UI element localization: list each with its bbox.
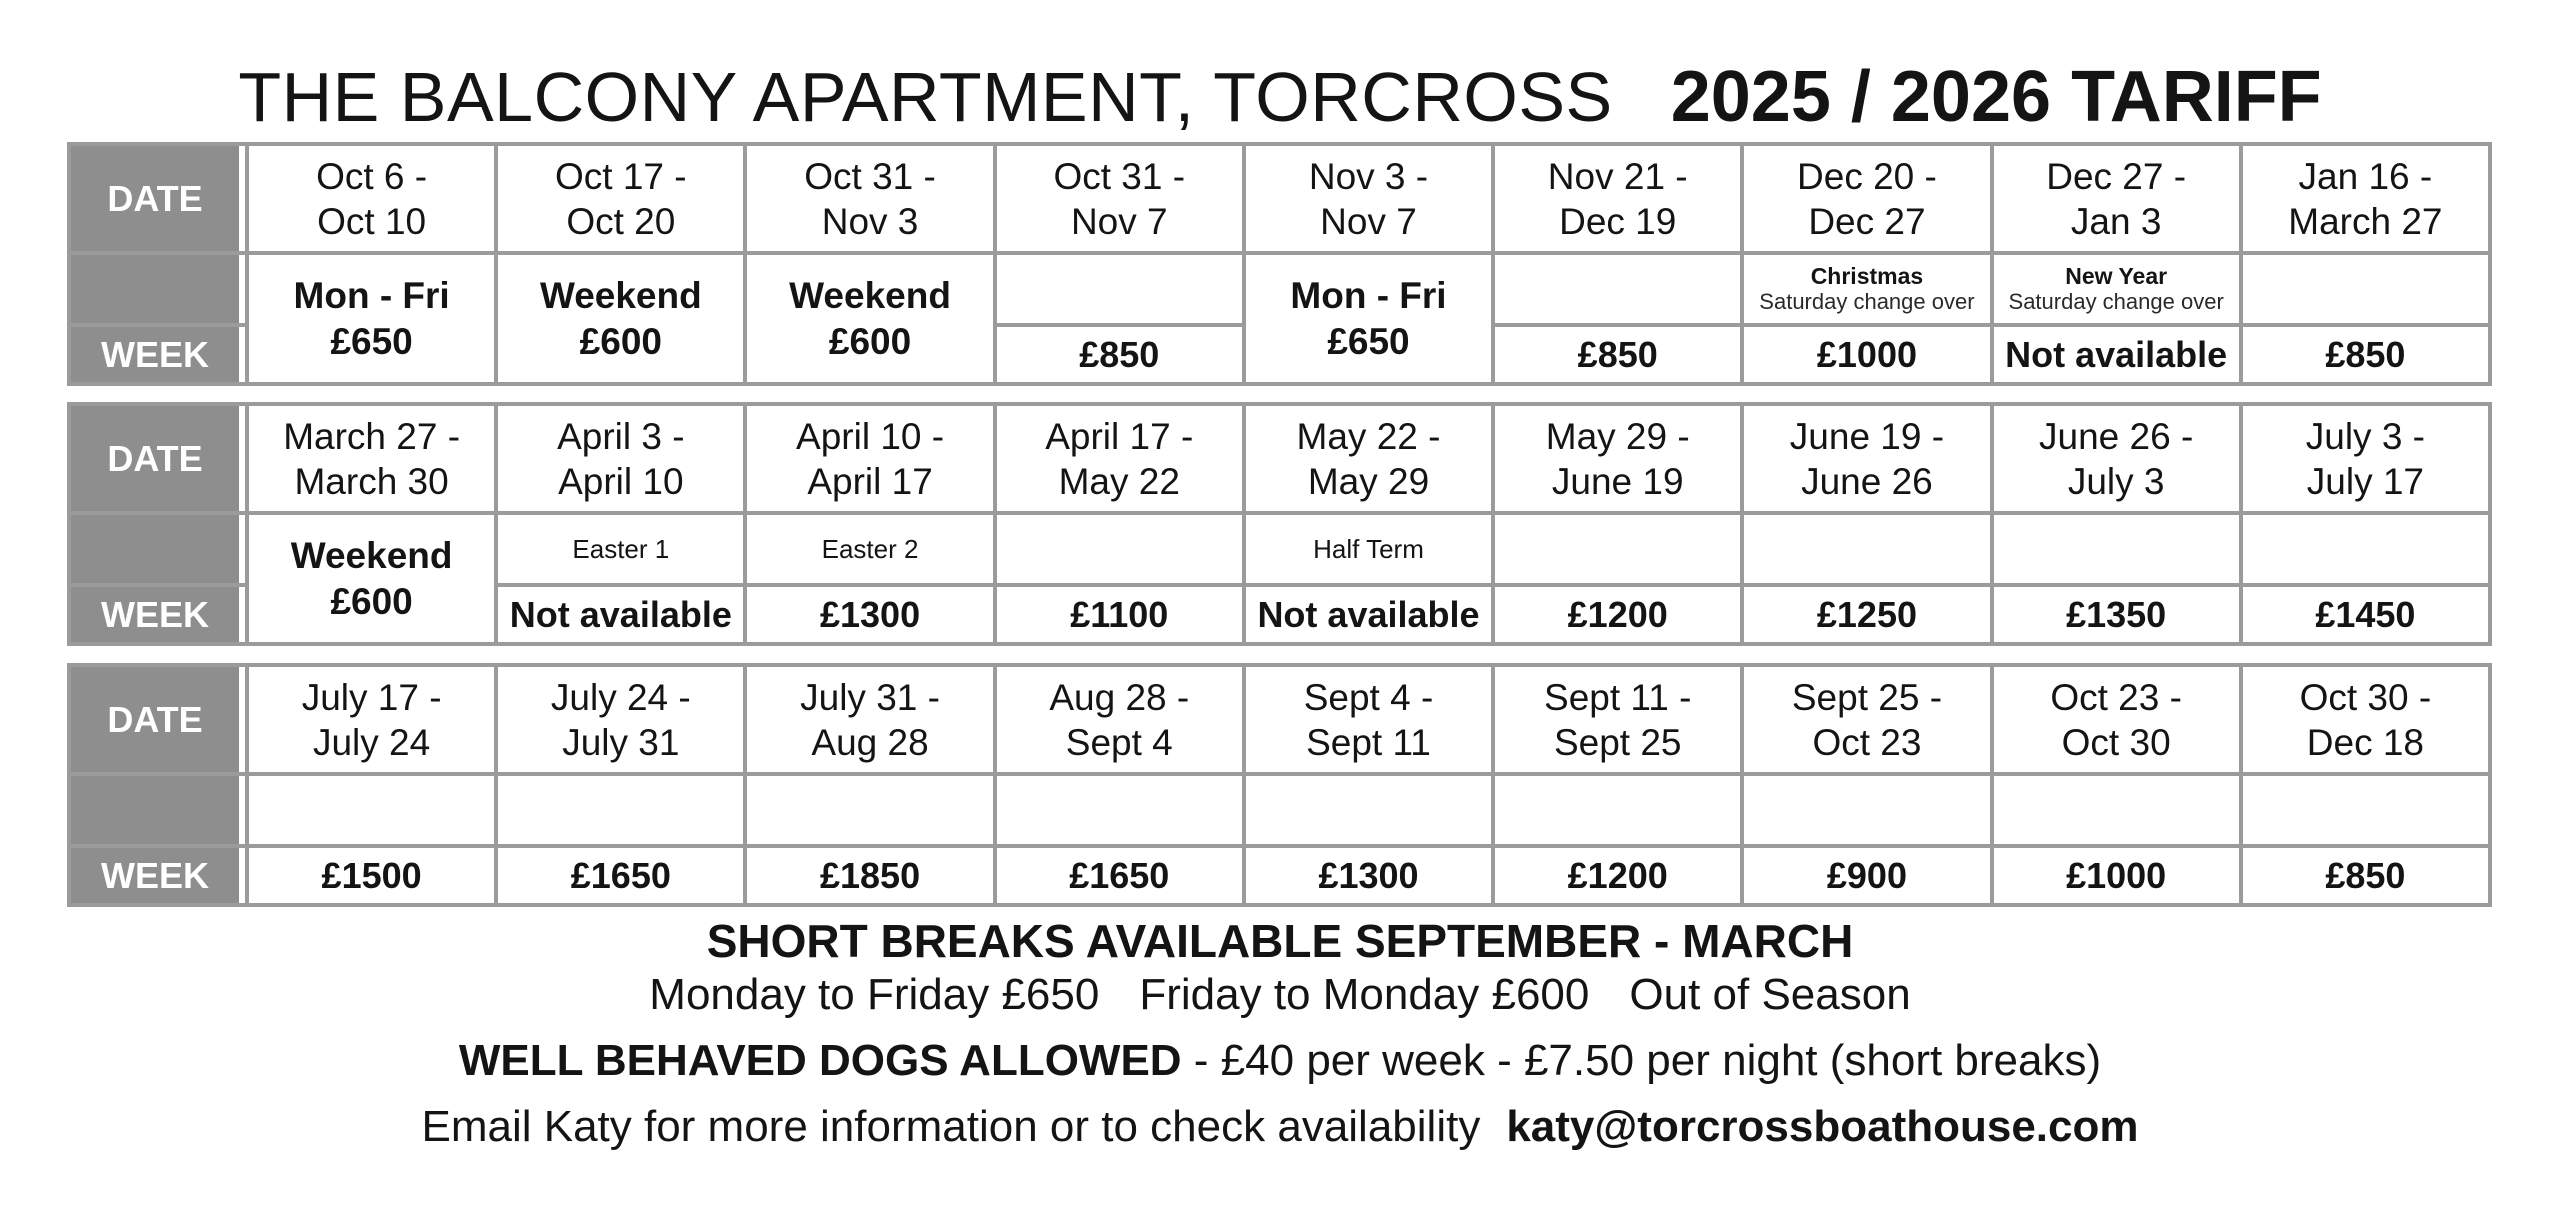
weekly-price: £1650 bbox=[498, 848, 743, 903]
note-cell bbox=[1744, 776, 1989, 844]
date-start: May 22 - bbox=[1296, 415, 1441, 457]
date-start: Oct 17 - bbox=[555, 155, 687, 197]
note-cell bbox=[1994, 255, 2239, 323]
date-range-cell bbox=[1495, 406, 1740, 511]
weekly-price: £1450 bbox=[2243, 587, 2488, 642]
date-range-cell bbox=[498, 406, 743, 511]
property-name: THE BALCONY APARTMENT, TORCROSS bbox=[238, 58, 1613, 136]
break-price: £600 bbox=[828, 320, 912, 362]
date-range-cell bbox=[249, 667, 494, 772]
weekly-price: £1000 bbox=[1994, 848, 2239, 903]
week-label: WEEK bbox=[71, 587, 245, 642]
label-spacer bbox=[71, 255, 245, 323]
break-type: Mon - Fri bbox=[1290, 274, 1447, 316]
tariff-year: 2025 / 2026 TARIFF bbox=[1670, 57, 2322, 137]
date-end: July 24 bbox=[312, 721, 431, 763]
tariff-table-2 bbox=[67, 402, 2492, 646]
label-spacer bbox=[71, 515, 245, 583]
note-cell bbox=[1495, 515, 1740, 583]
date-end: May 22 bbox=[1058, 460, 1180, 502]
date-end: Dec 19 bbox=[1559, 200, 1677, 242]
note-cell bbox=[747, 776, 992, 844]
short-breaks-heading: SHORT BREAKS AVAILABLE SEPTEMBER - MARCH bbox=[706, 915, 1854, 967]
date-label: DATE bbox=[71, 667, 245, 772]
dogs-heading: WELL BEHAVED DOGS ALLOWED bbox=[458, 1036, 1182, 1085]
dogs-policy bbox=[0, 1036, 2560, 1086]
break-price: £600 bbox=[330, 580, 413, 622]
note-subtitle: Saturday change over bbox=[1759, 289, 1975, 314]
note-subtitle: Easter 2 bbox=[821, 534, 919, 564]
date-range-cell bbox=[2243, 406, 2488, 511]
weekly-price: £1300 bbox=[747, 587, 992, 642]
date-start: July 3 - bbox=[2305, 415, 2426, 457]
date-end: March 30 bbox=[294, 460, 449, 502]
note-cell bbox=[1994, 515, 2239, 583]
date-range-cell bbox=[1744, 406, 1989, 511]
date-end: Sept 25 bbox=[1553, 721, 1682, 763]
email-link[interactable]: katy@torcrossboathouse.com bbox=[1506, 1102, 2139, 1151]
tariff-table-3 bbox=[67, 663, 2492, 907]
weekly-price: £850 bbox=[2243, 848, 2488, 903]
season-text: Out of Season bbox=[1629, 970, 1911, 1019]
mon-fri-price: Monday to Friday £650 bbox=[649, 970, 1100, 1019]
note-cell bbox=[1744, 515, 1989, 583]
weekly-price: £850 bbox=[2243, 327, 2488, 382]
weekly-price: Not available bbox=[1994, 327, 2239, 382]
date-end: April 17 bbox=[807, 460, 933, 502]
fri-mon-price: Friday to Monday £600 bbox=[1139, 970, 1590, 1019]
date-start: July 31 - bbox=[800, 676, 940, 718]
short-breaks-prices bbox=[0, 970, 2560, 1020]
break-type-cell bbox=[747, 255, 992, 382]
date-start: June 19 - bbox=[1789, 415, 1945, 457]
date-range-cell bbox=[2243, 667, 2488, 772]
weekly-price: £900 bbox=[1744, 848, 1989, 903]
date-start: April 3 - bbox=[557, 415, 685, 457]
date-end: Aug 28 bbox=[811, 721, 929, 763]
note-cell bbox=[1994, 776, 2239, 844]
date-range-cell bbox=[1994, 146, 2239, 251]
date-start: Oct 6 - bbox=[316, 155, 428, 197]
date-end: June 26 bbox=[1801, 460, 1933, 502]
date-start: Dec 27 - bbox=[2046, 155, 2187, 197]
break-type-cell bbox=[498, 255, 743, 382]
break-type-cell bbox=[1246, 255, 1491, 382]
date-start: Oct 23 - bbox=[2050, 676, 2182, 718]
weekly-price: £1350 bbox=[1994, 587, 2239, 642]
date-start: Oct 30 - bbox=[2299, 676, 2432, 718]
break-price: £600 bbox=[579, 320, 662, 362]
date-range-cell bbox=[747, 406, 992, 511]
note-cell bbox=[1495, 255, 1740, 323]
note-cell bbox=[2243, 776, 2488, 844]
date-start: Sept 4 - bbox=[1303, 676, 1434, 718]
weekly-price: Not available bbox=[498, 587, 743, 642]
week-label: WEEK bbox=[71, 848, 245, 903]
weekly-price: £1200 bbox=[1495, 587, 1740, 642]
tariff-table-1 bbox=[67, 142, 2492, 386]
date-range-cell bbox=[249, 406, 494, 511]
break-price: £650 bbox=[1327, 320, 1410, 362]
break-price: £650 bbox=[330, 320, 413, 362]
date-range-cell bbox=[1994, 406, 2239, 511]
note-cell bbox=[997, 776, 1242, 844]
weekly-price: £1850 bbox=[747, 848, 992, 903]
date-range-cell bbox=[1246, 146, 1491, 251]
note-title: New Year bbox=[2065, 263, 2168, 289]
break-type: Mon - Fri bbox=[293, 274, 450, 316]
weekly-price: £1300 bbox=[1246, 848, 1491, 903]
weekly-price: £1250 bbox=[1744, 587, 1989, 642]
date-start: Dec 20 - bbox=[1797, 155, 1937, 197]
date-start: Sept 11 - bbox=[1544, 676, 1692, 718]
date-start: Oct 31 - bbox=[1053, 155, 1186, 197]
date-range-cell bbox=[1994, 667, 2239, 772]
weekly-price: £1000 bbox=[1744, 327, 1989, 382]
weekly-price: £1500 bbox=[249, 848, 494, 903]
date-end: Oct 20 bbox=[566, 200, 676, 242]
date-range-cell bbox=[1744, 667, 1989, 772]
date-range-cell bbox=[1246, 406, 1491, 511]
date-start: April 10 - bbox=[796, 415, 945, 457]
date-end: Jan 3 bbox=[2070, 200, 2162, 242]
date-range-cell bbox=[997, 146, 1242, 251]
date-range-cell bbox=[498, 667, 743, 772]
note-title: Christmas bbox=[1810, 263, 1924, 289]
break-type: Weekend bbox=[789, 274, 951, 316]
note-subtitle: Easter 1 bbox=[572, 534, 670, 564]
note-cell bbox=[249, 776, 494, 844]
date-range-cell bbox=[1495, 146, 1740, 251]
note-cell bbox=[1246, 515, 1491, 583]
date-start: July 24 - bbox=[550, 676, 691, 718]
note-cell bbox=[2243, 515, 2488, 583]
break-type-cell bbox=[249, 255, 494, 382]
note-cell bbox=[2243, 255, 2488, 323]
date-range-cell bbox=[1744, 146, 1989, 251]
date-end: April 10 bbox=[558, 460, 684, 502]
date-start: May 29 - bbox=[1545, 415, 1690, 457]
date-end: June 19 bbox=[1551, 460, 1684, 502]
date-end: Nov 7 bbox=[1070, 200, 1168, 242]
note-cell bbox=[997, 515, 1242, 583]
weekly-price: £1100 bbox=[997, 587, 1242, 642]
date-end: Nov 3 bbox=[821, 200, 919, 242]
date-end: Oct 10 bbox=[317, 200, 427, 242]
date-end: July 31 bbox=[562, 721, 680, 763]
date-range-cell bbox=[249, 146, 494, 251]
note-cell bbox=[1744, 255, 1989, 323]
note-cell bbox=[747, 515, 992, 583]
contact-line bbox=[0, 1102, 2560, 1152]
date-end: July 3 bbox=[2067, 460, 2165, 502]
break-type: Weekend bbox=[539, 274, 702, 316]
dogs-charges: - £40 per week - £7.50 per night (short breaks) bbox=[1181, 1036, 2102, 1085]
weekly-price: £850 bbox=[997, 327, 1242, 382]
date-end: March 27 bbox=[2288, 200, 2443, 242]
date-range-cell bbox=[997, 667, 1242, 772]
weekly-price: Not available bbox=[1246, 587, 1491, 642]
note-cell bbox=[997, 255, 1242, 323]
contact-text: Email Katy for more information or to check availability bbox=[421, 1102, 1481, 1151]
note-cell bbox=[498, 515, 743, 583]
date-end: Oct 30 bbox=[2061, 721, 2171, 763]
date-start: April 17 - bbox=[1045, 415, 1194, 457]
date-range-cell bbox=[2243, 146, 2488, 251]
date-end: Sept 4 bbox=[1065, 721, 1173, 763]
date-start: Aug 28 - bbox=[1049, 676, 1190, 718]
week-label: WEEK bbox=[71, 327, 245, 382]
date-start: Nov 3 - bbox=[1308, 155, 1429, 197]
date-end: Sept 11 bbox=[1306, 721, 1431, 763]
break-type: Weekend bbox=[290, 534, 453, 576]
date-start: July 17 - bbox=[301, 676, 442, 718]
date-range-cell bbox=[997, 406, 1242, 511]
weekly-price: £850 bbox=[1495, 327, 1740, 382]
note-cell bbox=[1495, 776, 1740, 844]
date-start: Oct 31 - bbox=[804, 155, 936, 197]
weekly-price: £1200 bbox=[1495, 848, 1740, 903]
date-range-cell bbox=[498, 146, 743, 251]
date-end: Dec 27 bbox=[1808, 200, 1926, 242]
date-end: July 17 bbox=[2306, 460, 2424, 502]
date-end: Dec 18 bbox=[2306, 721, 2424, 763]
note-subtitle: Saturday change over bbox=[2008, 289, 2224, 314]
date-range-cell bbox=[747, 146, 992, 251]
date-start: June 26 - bbox=[2039, 415, 2194, 457]
date-range-cell bbox=[747, 667, 992, 772]
note-cell bbox=[1246, 776, 1491, 844]
weekly-price: £1650 bbox=[997, 848, 1242, 903]
note-subtitle: Half Term bbox=[1313, 534, 1424, 564]
date-start: Jan 16 - bbox=[2298, 155, 2433, 197]
date-start: Nov 21 - bbox=[1547, 155, 1688, 197]
date-start: Sept 25 - bbox=[1791, 676, 1943, 718]
break-type-cell bbox=[249, 515, 494, 642]
date-range-cell bbox=[1495, 667, 1740, 772]
date-end: Nov 7 bbox=[1320, 200, 1417, 242]
date-start: March 27 - bbox=[283, 415, 461, 457]
date-end: Oct 23 bbox=[1812, 721, 1922, 763]
date-label: DATE bbox=[71, 406, 245, 511]
date-end: May 29 bbox=[1307, 460, 1430, 502]
note-cell bbox=[498, 776, 743, 844]
label-spacer bbox=[71, 776, 245, 844]
date-range-cell bbox=[1246, 667, 1491, 772]
date-label: DATE bbox=[71, 146, 245, 251]
